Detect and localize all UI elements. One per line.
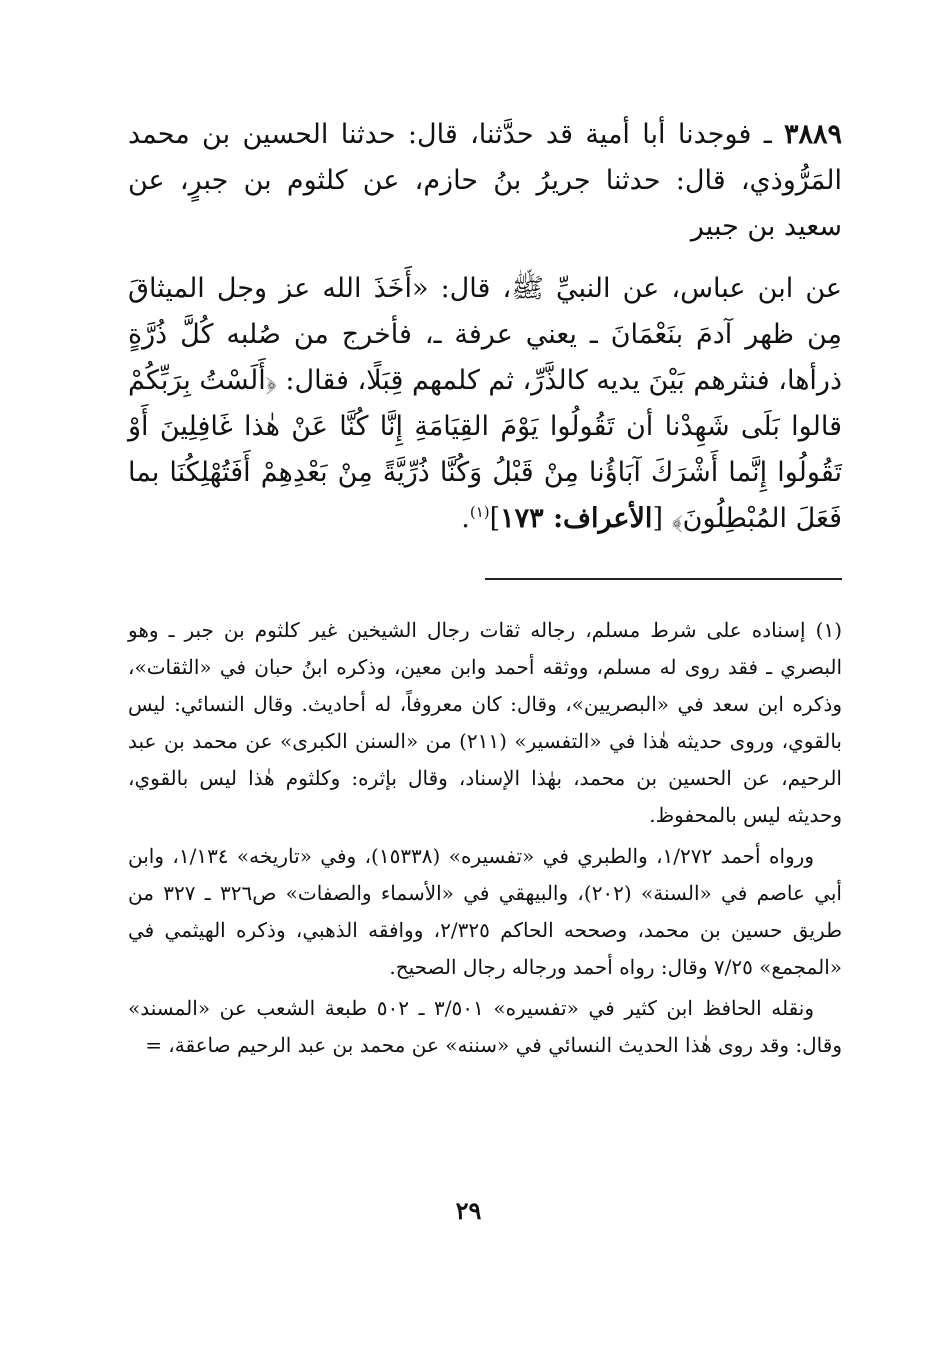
hadith-matn: عن ابن عباس، عن النبيِّ ﷺ، قال: «أَخَذَ الله عز وجل الميثاقَ مِن ظهر آدمَ بنَعْمَانَ ـ يعني عرفة ـ، فأخرج من صُلبه كُلَّ ذُرَّةٍ ذرأها، فنثرهم بَيْنَ يديه كالذَّرِّ، ثم كلمهم قِبَلًا، فقال: ﴿أَلَسْتُ بِرَبِّكُمْ قالوا بَلَى شَهِدْنا أن تَقُولُوا يَوْمَ القِيَامَةِ إِنَّا كُنَّا عَنْ هٰذا غَافِلِينَ أَوْ تَقُولُوا إِنَّما أَشْرَكَ آبَاؤُنا مِنْ قَبْلُ وَكُنَّا ذُرِّيَّةً مِنْ بَعْدِهِمْ أَفَتُهْلِكُنَا بما فَعَلَ المُبْطِلُونَ﴾: [128, 273, 842, 534]
hadith-isnad: ـ فوجدنا أبا أمية قد حدَّثنا، قال: حدثنا الحسين بن محمد المَرُّوذي، قال: حدثنا جريرُ بنُ حازم، عن كلثوم بن جبرٍ، عن سعيد بن جبير: [128, 119, 842, 242]
footnote-divider: [485, 578, 842, 580]
citation-open: [: [652, 503, 663, 534]
footnote-paragraph: (١) إسناده على شرط مسلم، رجاله ثقات رجال الشيخين غير كلثوم بن جبر ـ وهو البصري ـ فقد روى له مسلم، ووثقه أحمد وابن معين، وذكره ابنُ حبان في «الثقات»، وذكره ابن سعد في «البصريين»، وقال: كان معروفاً، له أحاديث. وقال النسائي: ليس بالقوي، وروى حديثه هٰذا في «التفسير» (٢١١) من «السنن الكبرى» عن محمد بن عبد الرحيم، عن الحسين بن محمد، بهٰذا الإسناد، وقال بإثره: وكلثوم هٰذا ليس بالقوي، وحديثه ليس بالمحفوظ.: [128, 618, 842, 827]
footnote-paragraph: ورواه أحمد ١/٢٧٢، والطبري في «تفسيره» (١٥٣٣٨)، وفي «تاريخه» ١/١٣٤، وابن أبي عاصم في «السنة» (٢٠٢)، والبيهقي في «الأسماء والصفات» ص٣٢٦ ـ ٣٢٧ من طريق حسين بن محمد، وصححه الحاكم ٢/٣٢٥، ووافقه الذهبي، وذكره الهيثمي في «المجمع» ٧/٢٥ وقال: رواه أحمد ورجاله رجال الصحيح.: [128, 844, 842, 979]
hadith-text: [128, 266, 842, 542]
footnotes-section: [128, 612, 842, 1068]
footnote-paragraph: ونقله الحافظ ابن كثير في «تفسيره» ٣/٥٠١ ـ ٥٠٢ طبعة الشعب عن «المسند» وقال: وقد روى هٰذا الحديث النسائي في «سننه» عن محمد بن عبد الرحيم صاعقة، =: [128, 996, 842, 1057]
hadith-number: ٣٨٨٩: [783, 119, 842, 150]
hadith-chain: [128, 112, 842, 250]
page-number: ٢٩: [455, 1196, 482, 1225]
footnote-marker: (١): [469, 503, 490, 521]
hadith-end: .: [461, 503, 470, 534]
quran-citation: الأعراف: ١٧٣: [500, 503, 653, 534]
citation-close: ]: [489, 503, 501, 534]
